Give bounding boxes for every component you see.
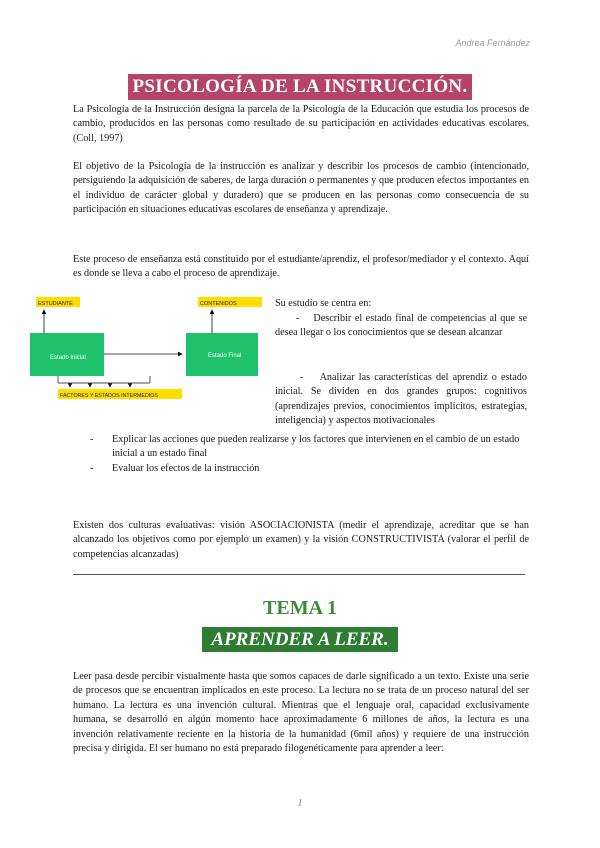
estado-inicial-label: Estado Inicial — [50, 355, 86, 361]
reading-paragraph: Leer pasa desde percibir visualmente hasta que somos capaces de darle significado a un texto. Existe una serie de procesos que se encuentran implicados en este proceso. La lectura no se trata de un proceso natural del ser humano. La lectura es una invención cultural. Mientras que el lenguaje oral, capacidad exclusivamente humana, se desarrolló en algún momento hace aproximadamente 6 millones de años, la lectura es una invención relativamente reciente en la historia de la humanidad (6mil años) y requiere de una instrucción precisa y dirigida. El ser humano no está preparado filogenéticamente para aprender a leer: — [73, 671, 529, 755]
chapter-title: APRENDER A LEER. — [202, 627, 398, 652]
definition-paragraph: La Psicología de la Instrucción designa la parcela de la Psicología de la Educación que estudia los procesos de cambio, producidos en las personas como resultado de su participación en actividades educativas escolares. (Coll, 1997) — [73, 104, 529, 144]
author-name: Andrea Fernández — [455, 38, 530, 48]
cultures-paragraph: Existen dos culturas evaluativas: visión ASOCIACIONISTA (medir el aprendizaje, acreditar que se han alcanzado los objetivos como por ejemplo un examen) y la visión CONSTRUCTIVISTA (valorar el perfil de competencias alcanzadas) — [73, 520, 529, 560]
dash-marker: - — [275, 313, 314, 324]
dash-marker: - — [275, 372, 320, 383]
estudiante-label: ESTUDIANTE — [38, 301, 73, 307]
objective-paragraph: El objetivo de la Psicología de la instrucción es analizar y describir los procesos de cambio (intencionado, persiguiendo la adquisición de saberes, de larga duración o permanentes y que producen efectos importantes en el individuo de carácter global y duradero) que se producen en las personas como consecuencia de su participación en situaciones educativas escolares de enseñanza y aprendizaje. — [73, 161, 529, 216]
study-item-analyze-text: Analizar las características del aprendiz o estado inicial. Se dividen en dos grandes grupos: cognitivos (aprendizajes previos, conocimientos implícitos, estrategias, inteligencia) y aspectos motivacionales — [275, 372, 527, 427]
section-divider — [73, 574, 525, 575]
list-item: - Explicar las acciones que pueden realizarse y los factores que intervienen en el cambio de un estado inicial a un estado final — [90, 433, 530, 462]
study-item-describe — [275, 312, 527, 341]
study-bullets — [90, 433, 530, 476]
instruction-diagram — [30, 295, 270, 410]
estado-final-label: Estado Final — [208, 353, 242, 359]
study-item-describe-text: Describir el estado final de competencias al que se desea llegar o los conocimientos que se desean alcanzar — [275, 313, 527, 339]
study-intro: Su estudio se centra en: — [275, 298, 372, 309]
factores-label: FACTORES Y ESTADOS INTERMEDIOS — [60, 393, 158, 399]
study-item-analyze — [275, 371, 527, 429]
contenidos-label: CONTENIDOS — [200, 301, 237, 307]
list-item: - Evaluar los efectos de la instrucción — [90, 462, 530, 476]
process-paragraph: Este proceso de enseñanza está constituido por el estudiante/aprendiz, el profesor/mediador y el contexto. Aquí es donde se lleva a cabo el proceso de aprendizaje. — [73, 254, 529, 280]
page-number: 1 — [297, 798, 303, 809]
chapter-number: TEMA 1 — [263, 597, 337, 619]
page-title: PSICOLOGÍA DE LA INSTRUCCIÓN. — [128, 74, 472, 100]
